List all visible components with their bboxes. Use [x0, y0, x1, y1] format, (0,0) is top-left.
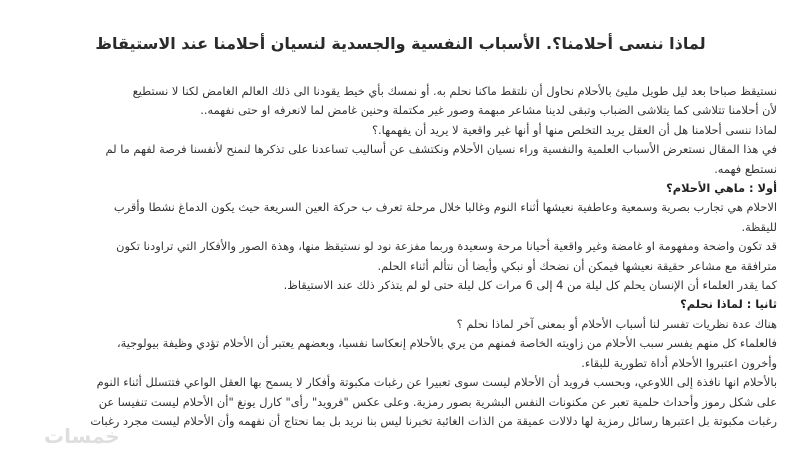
section-heading: ثانيا : لماذا نحلم؟ — [680, 297, 777, 312]
paragraph-line: الاحلام هي تجارب بصرية وسمعية وعاطفية نعيشها أثناء النوم وغالبا خلال مرحلة تعرف ب حركة العين السريعة حيث يكون الدماغ نشطا وأقرب — [113, 200, 777, 215]
watermark-logo: خمسات — [44, 424, 120, 448]
paragraph-line: مترافقة مع مشاعر حقيقة نعيشها فيمكن أن نضحك أو نبكي وأيضا أن نتألم أثناء الحلم. — [377, 258, 777, 273]
paragraph-line: لأن أحلامنا تتلاشى كما يتلاشى الضباب وتبقى لدينا مشاعر مبهمة وصور غير مكتملة وحنين غامض لما لانعرفه او حتى نفهمه.. — [200, 103, 777, 118]
paragraph-line: قد تكون واضحة ومفهومة او غامضة وغير واقعية أحيانا مرحة وسعيدة وربما مفزعة نود لو نستيقظ منها، وهذة الصور والأفكار التي تراودنا تكون — [116, 239, 777, 254]
paragraph-line: بالأحلام انها نافذة إلى اللاوعي، وبحسب فرويد أن الأحلام ليست سوى تعبيرا عن رغبات مكبوتة وأفكار لا يسمح بها العقل الواعي فتتسلل أثناء النوم — [96, 375, 777, 390]
paragraph-line: وأخرون اعتبروا الأحلام أداة تطورية للبقاء. — [581, 355, 777, 370]
paragraph-line: نستطع فهمه. — [714, 161, 777, 176]
paragraph-line: رغبات مكبوتة بل اعتبرها رسائل رمزية لها دلالات عميقة من الذات الغائبة تخبرنا ليس بنا نريد بل بما نحتاج أن نفهمه وأن الأحلام ليست مجرد رغبات — [90, 413, 777, 428]
paragraph-line: نستيقظ صباحا بعد ليل طويل مليئ بالأحلام نحاول أن نلتقط ماكنا نحلم به. أو نمسك بأي خيط يقودنا الى ذلك العالم الغامض لكنا لا نستطيع — [132, 84, 777, 98]
paragraph-line: في هذا المقال نستعرض الأسباب العلمية والنفسية وراء نسيان الأحلام ونكتشف عن أساليب تساعدنا على تذكرها لنمنح لأنفسنا فرصة لفهم ما لم — [105, 142, 777, 157]
article-body — [24, 82, 777, 431]
paragraph-line: هناك عدة نظريات تفسر لنا أسباب الأحلام أو بمعنى آخر لماذا نحلم ؟ — [456, 316, 777, 331]
paragraph-line: لماذا ننسى أحلامنا هل أن العقل يريد التخلص منها أو أنها غير واقعية لا يريد أن يفهمها.؟ — [371, 122, 777, 137]
section-heading: أولا : ماهي الأحلام؟ — [666, 181, 777, 196]
paragraph-line: فالعلماء كل منهم يفسر سبب الأحلام من زاويته الخاصة فمنهم من يري بالأحلام إنعكاسا نفسيا، وبعضهم يعتبر أن الأحلام تؤدي وظيفة بيولوجية، — [116, 336, 777, 351]
article-title: لماذا ننسى أحلامنا؟. الأسباب النفسية والجسدية لنسيان أحلامنا عند الاستيقاظ — [95, 34, 706, 53]
paragraph-line: على شكل رموز وأحداث حلمية تعبر عن مكنونات النفس البشرية بصور رمزية. وعلى عكس "فرويد" رأى" كارل يونغ "أن الأحلام ليست تنفيسا عن — [98, 394, 777, 409]
paragraph-line: لليقظة. — [741, 219, 777, 234]
paragraph-line: كما يقدر العلماء أن الإنسان يحلم كل ليلة من 4 إلى 6 مرات كل ليلة حتى لو لم يتذكر ذلك عند الاستيقاظ. — [283, 278, 777, 293]
